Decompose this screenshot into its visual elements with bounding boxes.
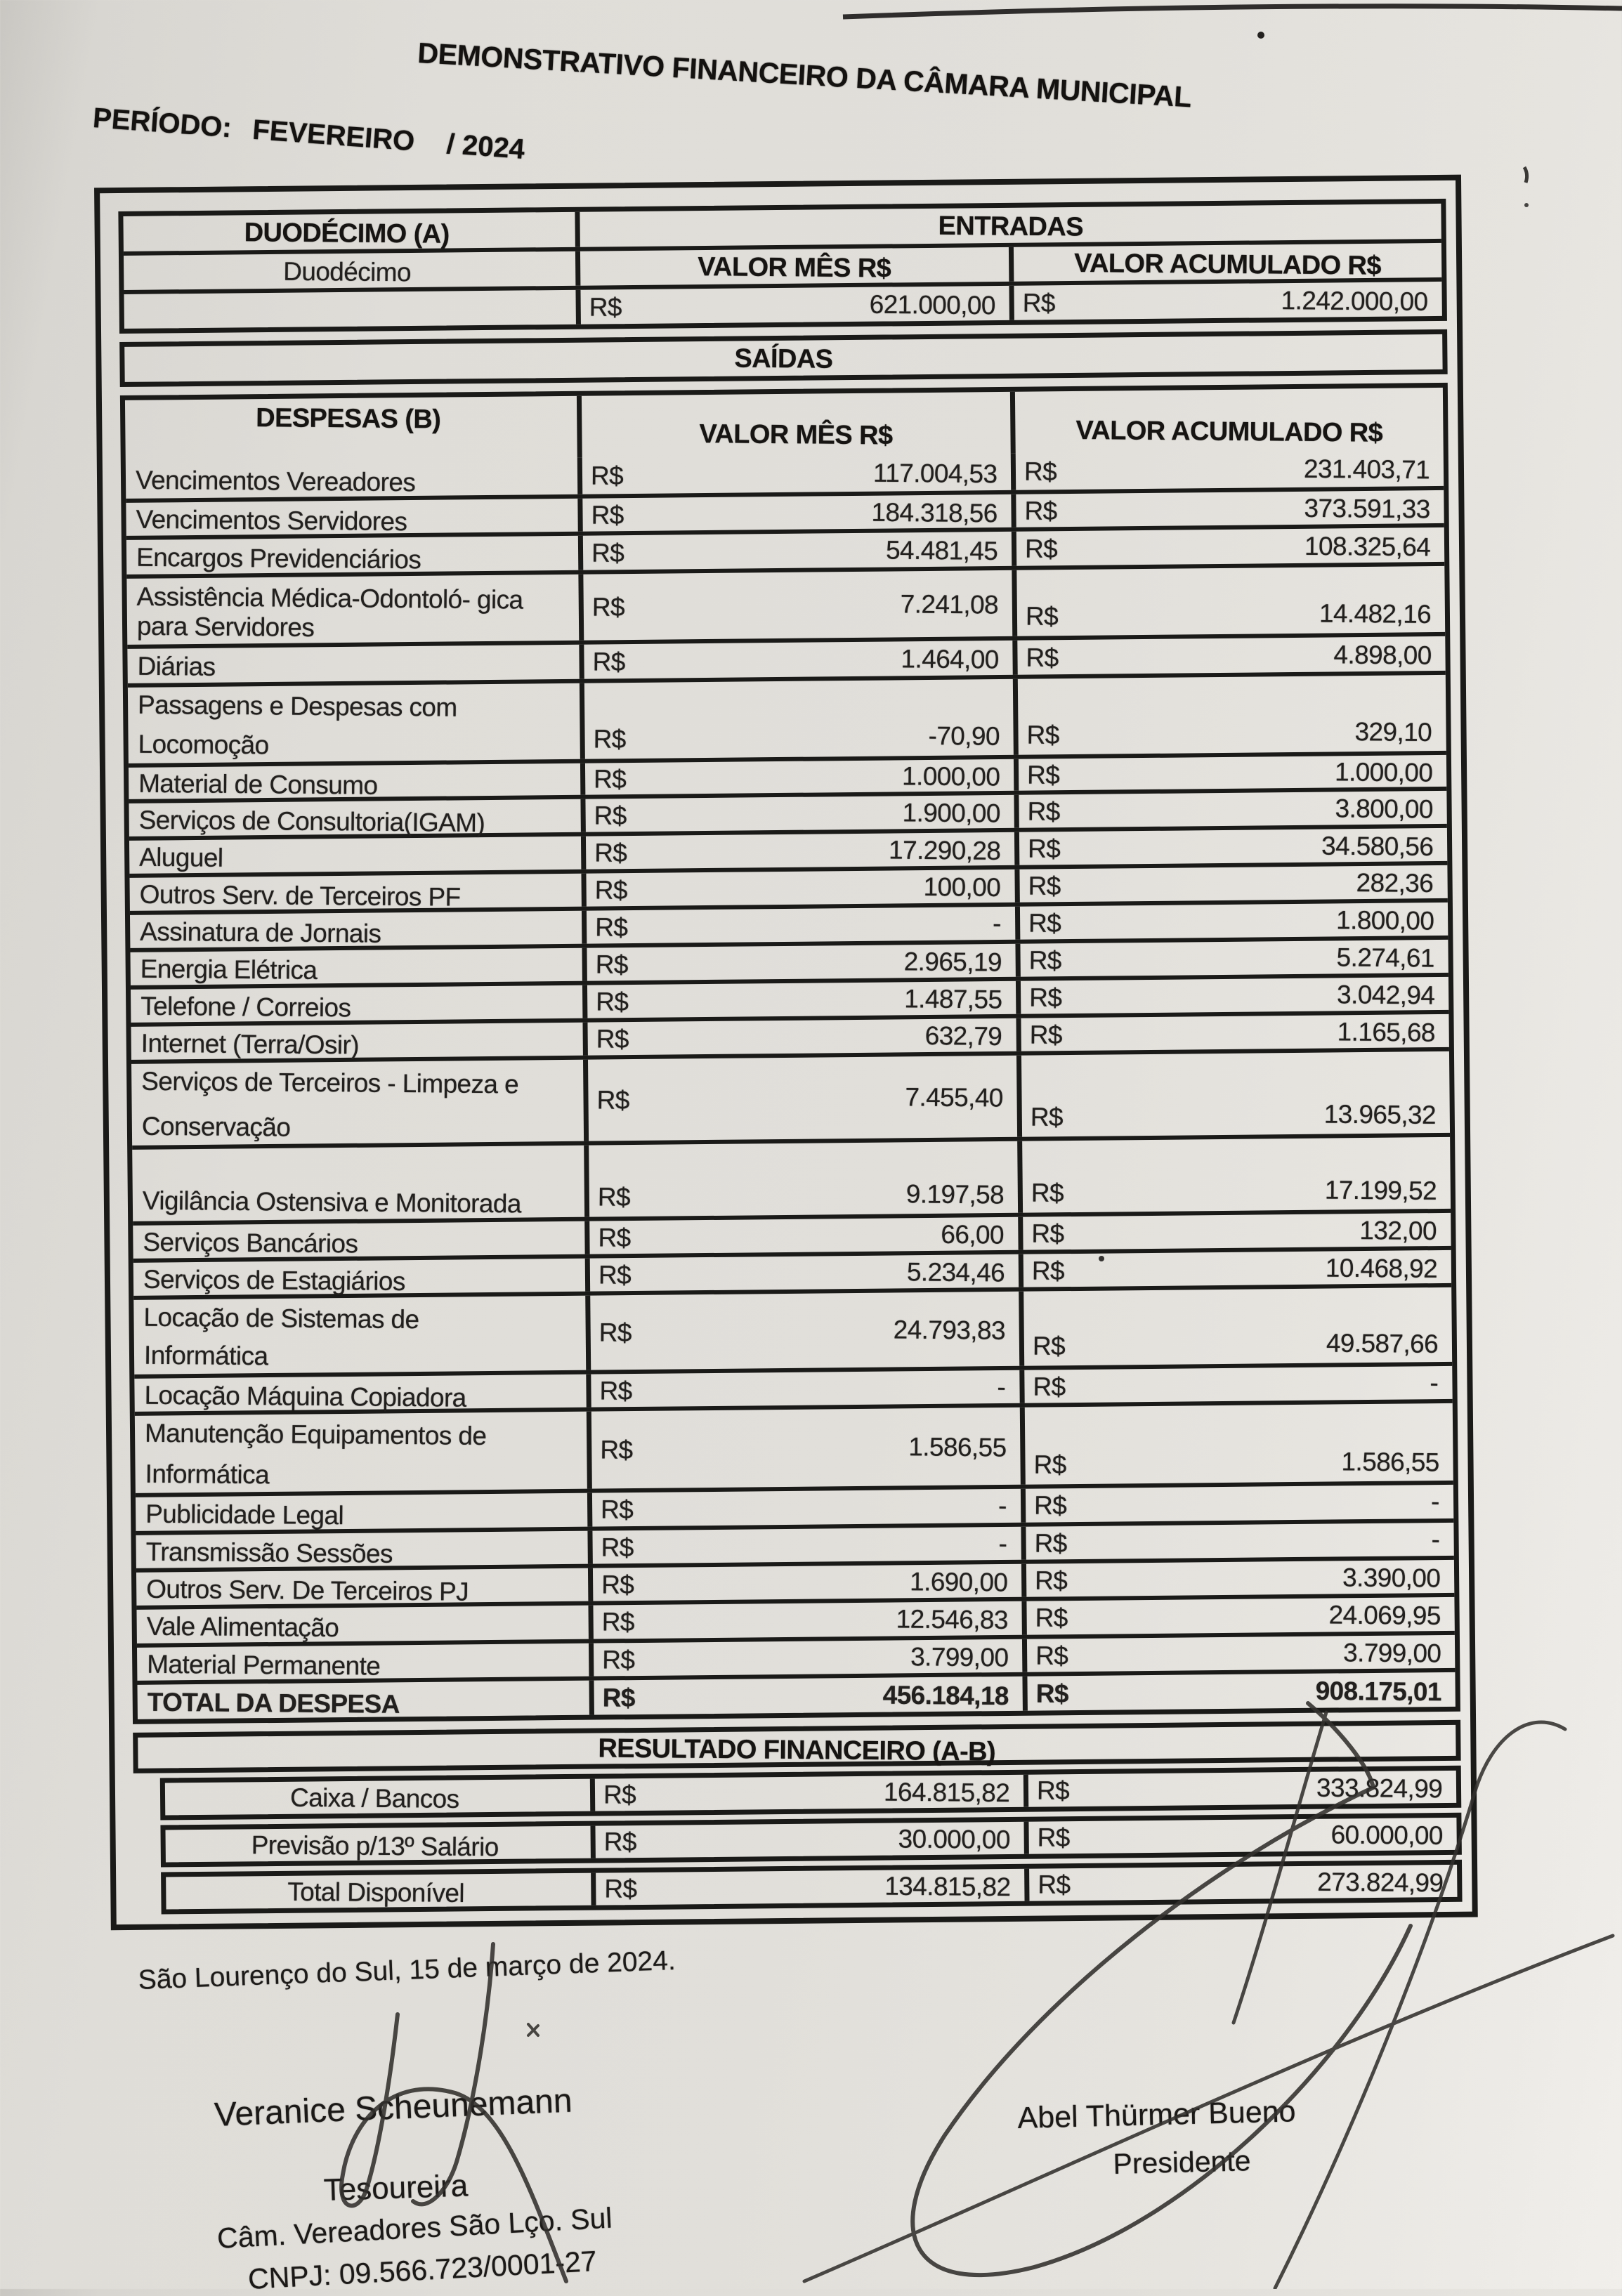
currency-symbol: R$ [596,987,629,1016]
currency-symbol: R$ [1027,834,1061,863]
expense-label: Serviços Bancários [143,1227,358,1258]
currency-symbol: R$ [1026,720,1059,750]
expense-label-cell [136,1606,593,1644]
result-label-cell [166,1873,596,1910]
table-row [160,1766,1461,1821]
column-header-accum: VALOR ACUMULADO R$ [1075,415,1383,448]
amount: 373.591,33 [1304,493,1430,523]
amount: 9.197,58 [905,1179,1005,1209]
currency-symbol: R$ [593,764,627,794]
currency-symbol: R$ [1032,1331,1066,1360]
column-header-month: VALOR MÊS R$ [582,392,1016,458]
amount: - [993,908,1002,938]
accum-value-cell [1021,1014,1448,1051]
accum-value-cell [1019,828,1447,865]
accum-value-cell [1016,490,1444,527]
currency-symbol: R$ [1026,643,1059,672]
expense-label: Assinatura de Jornais [140,917,381,948]
accum-value-cell [1019,865,1447,903]
amount: 231.403,71 [1303,454,1430,485]
scan-edge-line [843,6,1622,17]
accum-value-cell [1020,903,1448,940]
amount: 66,00 [941,1219,1005,1249]
resultado-banner [133,1720,1460,1773]
month-value-cell [592,1489,1026,1527]
currency-symbol: R$ [1038,1870,1071,1899]
result-label-cell [165,1826,595,1863]
amount: 282,36 [1356,867,1434,898]
entradas-row-label: Duodécimo [282,256,411,287]
expense-label: Vale Alimentação [146,1611,339,1643]
currency-symbol: R$ [601,1570,634,1599]
expense-label: Locação Máquina Copiadora [144,1380,466,1412]
currency-symbol: R$ [1024,496,1057,525]
amount: - [998,1528,1007,1558]
expense-label-cell [129,874,586,911]
expense-label: Internet (Terra/Osir) [140,1028,360,1059]
amount: 1.165,68 [1337,1016,1435,1047]
result-label: Previsão p/13º Salário [251,1830,499,1862]
expense-label: Diárias [137,651,216,681]
expense-label-cell [134,1375,591,1412]
expense-label: Serviços de Consultoria(IGAM) [138,805,485,837]
amount: 632,79 [924,1021,1002,1051]
month-value-cell [586,870,1019,907]
accum-value-cell [1016,527,1444,566]
accum-value-cell [1016,566,1445,636]
month-value-cell [584,641,1017,679]
month-value-cell [593,1564,1026,1601]
result-label-cell [165,1779,595,1816]
currency-symbol: R$ [597,1182,631,1212]
table-row [160,1813,1461,1868]
expense-label: Energia Elétrica [140,954,318,985]
amount: 60.000,00 [1330,1820,1443,1850]
currency-symbol: R$ [602,1644,635,1674]
currency-symbol: R$ [599,1376,632,1405]
month-value-cell [587,981,1021,1018]
currency-symbol: R$ [1035,1679,1068,1708]
currency-symbol: R$ [601,1607,634,1636]
amount: 12.546,83 [896,1604,1008,1634]
currency-symbol: R$ [601,1533,634,1562]
column-header-accum: VALOR ACUMULADO R$ [1074,248,1382,281]
currency-symbol: R$ [589,292,622,322]
despesas-group-cell [125,396,582,462]
expense-label-cell [126,499,582,536]
currency-symbol: R$ [1025,601,1059,631]
currency-symbol: R$ [603,1780,636,1809]
amount: 13.965,32 [1323,1099,1436,1129]
accum-value-cell [1028,1771,1456,1807]
month-value-cell [582,494,1016,532]
month-value-cell [592,1527,1026,1564]
currency-symbol: R$ [600,1495,634,1524]
amount: - [1431,1487,1440,1516]
amount: 456.184,18 [882,1680,1009,1710]
currency-symbol: R$ [1035,1603,1068,1632]
amount: 1.242.000,00 [1281,285,1428,316]
expense-label-cell [138,1681,594,1719]
month-value-cell [591,1370,1024,1408]
expense-label: Vencimentos Servidores [136,504,407,536]
currency-symbol: R$ [598,1223,631,1252]
expense-label-cell [127,645,584,683]
amount: 24.069,95 [1328,1600,1441,1630]
expense-label-cell [136,1493,592,1531]
expense-label-cell [136,1568,593,1606]
amount: - [998,1491,1007,1521]
accum-value-cell [1027,1635,1455,1672]
currency-symbol: R$ [1029,1020,1062,1049]
ink-speck [1524,203,1529,207]
currency-symbol: R$ [1024,534,1058,563]
amount: 10.468,92 [1325,1253,1438,1283]
month-value-cell [583,532,1016,570]
entradas-row-label-cell [124,251,580,290]
accum-value-cell [1027,1672,1455,1711]
amount: 1.800,00 [1335,905,1434,936]
amount: 3.042,94 [1336,979,1435,1010]
currency-symbol: R$ [600,1435,633,1464]
amount: 3.390,00 [1342,1562,1441,1593]
table-row [161,1860,1462,1915]
amount: 1.000,00 [1334,756,1433,787]
month-value-cell [588,1056,1022,1141]
expense-label: Informática [143,1340,268,1371]
currency-symbol: R$ [591,538,624,568]
expense-label-cell [126,575,584,645]
currency-symbol: R$ [590,461,624,490]
expense-label: Aluguel [139,842,223,872]
currency-symbol: R$ [594,838,627,867]
expense-label-cell [133,1221,589,1259]
accum-value-cell [1018,675,1446,755]
amount: 4.898,00 [1333,639,1432,670]
currency-symbol: R$ [596,1085,629,1115]
accum-value-cell [1026,1485,1453,1523]
amount: - [997,1372,1006,1401]
month-value-cell [589,1141,1023,1217]
accum-value-cell [1029,1865,1457,1901]
amount: 54.481,45 [885,535,998,565]
accum-value-cell [1028,1818,1456,1854]
expense-label: Outros Serv. De Terceiros PJ [146,1574,469,1606]
amount: 1.586,55 [1341,1447,1439,1477]
saidas-banner [119,329,1448,387]
currency-symbol: R$ [591,500,624,530]
month-value-cell [582,454,1016,494]
expense-label-cell [132,1146,589,1221]
amount: 1.487,55 [903,983,1002,1014]
expense-label: Vigilância Ostensiva e Monitorada [142,1186,522,1219]
period-line [92,103,526,166]
resultado-section-title: RESULTADO FINANCEIRO (A-B) [598,1733,996,1766]
expense-label: Material Permanente [147,1649,381,1681]
amount: 24.793,83 [893,1315,1005,1345]
currency-symbol: R$ [1023,457,1057,487]
expense-label-cell [133,1259,590,1296]
expense-label: Locomoção [138,729,269,760]
amount: 34.580,56 [1321,831,1434,861]
expense-label-cell [136,1531,592,1568]
expense-label: Publicidade Legal [145,1499,344,1530]
document-title: DEMONSTRATIVO FINANCEIRO DA CÂMARA MUNICIPAL [417,37,1193,114]
expense-label: Passagens e Despesas com [137,690,457,722]
table-row [135,1399,1453,1493]
accum-value-cell [1016,450,1444,490]
accum-value-cell [1023,1287,1452,1366]
amount: 30.000,00 [898,1824,1010,1854]
amount: 1.900,00 [902,797,1000,828]
table-row [131,1047,1450,1146]
amount: 7.241,08 [900,589,998,619]
currency-symbol: R$ [1033,1490,1067,1520]
amount: -70,90 [928,721,1000,751]
month-value-cell [585,759,1019,795]
currency-symbol: R$ [602,1682,636,1712]
amount: 5.234,46 [906,1257,1005,1287]
month-value-cell [585,795,1019,832]
amount: 184.318,56 [871,497,998,527]
amount: 1.690,00 [909,1566,1008,1597]
month-value-cell [596,1869,1029,1905]
month-value-cell [587,907,1020,944]
currency-symbol: R$ [1028,945,1061,975]
treasurer-org: Câm. Vereadores São Lço. Sul [216,2201,613,2255]
expense-label: TOTAL DA DESPESA [147,1687,400,1719]
month-value-cell [587,944,1020,981]
expense-label-cell [131,1023,588,1060]
currency-symbol: R$ [591,592,625,622]
accum-value-cell [1026,1597,1454,1635]
currency-symbol: R$ [603,1827,636,1856]
expense-label-cell [131,1060,589,1146]
accum-value-cell [1023,1250,1451,1287]
currency-symbol: R$ [595,912,628,942]
expense-label-cell [126,458,582,499]
amount: - [1431,1524,1440,1554]
amount: 621.000,00 [869,289,995,320]
table-row [126,562,1445,645]
amount: 164.815,82 [883,1777,1010,1808]
month-value-cell [595,1822,1028,1858]
currency-symbol: R$ [1027,796,1060,826]
expense-label: Manutenção Equipamentos de [144,1418,487,1450]
ink-speck [1257,32,1264,39]
month-value-cell [589,1217,1023,1254]
period-year: / 2024 [445,128,526,166]
amount: 1.586,55 [908,1432,1007,1462]
saidas-section-title: SAÍDAS [734,343,833,374]
expense-label-cell [128,683,585,763]
amount: 132,00 [1359,1215,1437,1245]
expense-label-cell [129,837,586,874]
amount: 49.587,66 [1326,1328,1439,1358]
month-value-cell [590,1254,1023,1292]
accum-value-cell [1024,1366,1452,1403]
accum-value-cell [1022,1137,1451,1213]
currency-symbol: R$ [594,875,627,905]
expense-label: Serviços de Terceiros - Limpeza e [141,1066,519,1099]
currency-symbol: R$ [1030,1102,1064,1132]
entradas-group-cell [123,212,580,251]
currency-symbol: R$ [1031,1219,1064,1248]
expense-label-cell [129,763,585,799]
amount: 3.799,00 [910,1641,1009,1672]
currency-symbol: R$ [1026,760,1060,789]
month-value-cell [580,286,1014,324]
amount: 17.199,52 [1324,1175,1437,1205]
month-value-cell [584,679,1019,759]
expense-label-cell [130,948,587,985]
expense-label-cell [126,536,583,575]
currency-symbol: R$ [1031,1178,1064,1208]
amount: 329,10 [1354,717,1432,747]
amount: 17.290,28 [888,835,1001,865]
expense-label: Serviços de Estagiários [143,1264,405,1296]
expense-label: Assistência Médica-Odontoló- gica [136,582,523,615]
expense-label-cell [137,1644,594,1681]
currency-symbol: R$ [1022,288,1055,317]
currency-symbol: R$ [1034,1528,1067,1558]
result-label: Caixa / Bancos [290,1783,459,1813]
expense-label: Transmissão Sessões [145,1537,393,1568]
accum-value-cell [1017,636,1445,675]
amount: 117.004,53 [872,458,998,489]
month-value-cell [594,1639,1027,1677]
amount: 333.824,99 [1316,1773,1443,1804]
amount: 14.482,16 [1319,598,1432,629]
currency-symbol: R$ [592,647,625,676]
currency-symbol: R$ [598,1260,632,1290]
expense-label: Material de Consumo [138,768,378,800]
expense-label-cell [133,1296,591,1375]
entradas-section [118,199,1447,334]
month-value-cell [586,832,1019,870]
accum-value-cell [1019,755,1446,791]
accum-value-cell [1021,1051,1450,1137]
month-value-cell [591,1408,1026,1489]
treasurer-cnpj: CNPJ: 09.566.723/0001-27 [247,2244,598,2295]
expense-label: Conservação [141,1111,291,1142]
currency-symbol: R$ [596,1024,629,1054]
amount: 108.325,64 [1304,531,1431,561]
month-value-cell [583,570,1017,641]
expense-label-cell [135,1412,592,1493]
dateline: São Lourenço do Sul, 15 de março de 2024. [138,1945,676,1995]
amount: 273.824,99 [1316,1867,1444,1898]
result-label: Total Disponível [287,1877,464,1908]
expense-label: Locação de Sistemas de [143,1302,419,1334]
treasurer-name: Veranice Scheunemann [214,2082,573,2134]
table-row [133,1283,1452,1375]
month-value-cell [590,1292,1024,1370]
currency-symbol: R$ [1033,1372,1066,1401]
period-month: FEVEREIRO [251,114,416,157]
currency-symbol: R$ [595,950,628,979]
currency-symbol: R$ [599,1318,632,1347]
currency-symbol: R$ [604,1874,637,1903]
expense-label: Telefone / Correios [140,991,351,1022]
accum-value-cell [1021,977,1448,1014]
treasurer-role: Tesoureira [323,2168,469,2208]
currency-symbol: R$ [1028,871,1061,900]
expense-label: Informática [145,1459,270,1490]
month-value-cell [595,1775,1028,1811]
accum-value-cell [1026,1523,1453,1560]
ink-speck [1524,167,1527,183]
accum-value-cell [1014,282,1441,320]
expense-label-cell [130,911,587,948]
empty-cell [124,290,581,329]
amount: 1.000,00 [901,761,1000,792]
president-role: Presidente [1113,2144,1252,2180]
month-value-cell [594,1677,1027,1715]
currency-symbol: R$ [1028,983,1062,1012]
amount: 7.455,40 [905,1082,1003,1113]
currency-symbol: R$ [593,724,626,754]
table-row [128,671,1446,763]
table-row [132,1133,1451,1221]
expense-label: Vencimentos Vereadores [135,465,416,497]
financial-table [94,175,1478,1931]
column-header-month: VALOR MÊS R$ [580,247,1014,286]
amount: 908.175,01 [1315,1676,1441,1706]
period-label: PERÍODO: [91,103,233,144]
expense-label-cell [131,985,587,1023]
currency-symbol: R$ [1037,1823,1070,1852]
accum-value-cell [1026,1560,1454,1597]
expense-label: Encargos Previdenciários [136,542,421,574]
expense-label-cell [129,799,585,837]
amount: 5.274,61 [1336,942,1434,973]
accum-value-cell [1025,1403,1453,1485]
amount: 1.464,00 [901,643,999,674]
month-value-cell [593,1601,1026,1639]
president-name: Abel Thürmer Bueno [1017,2094,1297,2135]
amount: 100,00 [923,872,1001,902]
amount: - [1430,1367,1439,1397]
currency-symbol: R$ [1028,908,1061,938]
entradas-group-label: DUODÉCIMO (A) [244,217,450,249]
currency-symbol: R$ [1031,1256,1065,1285]
amount: 3.799,00 [1342,1637,1441,1668]
expense-label: para Servidores [136,611,315,642]
accum-value-cell [1023,1213,1451,1250]
month-value-cell [587,1018,1021,1056]
currency-symbol: R$ [594,801,627,830]
amount: 134.815,82 [884,1871,1011,1902]
currency-symbol: R$ [1035,1641,1068,1670]
expense-label: Outros Serv. de Terceiros PF [139,879,461,912]
currency-symbol: R$ [1036,1776,1070,1805]
despesas-group-label: DESPESAS (B) [255,403,441,435]
amount: 2.965,19 [903,946,1002,977]
currency-symbol: R$ [1034,1566,1068,1595]
despesas-section [120,383,1460,1724]
entradas-section-title: ENTRADAS [938,211,1083,242]
accum-value-cell [1019,791,1446,828]
accum-value-cell [1020,940,1448,977]
amount: 3.800,00 [1335,793,1433,824]
currency-symbol: R$ [1033,1450,1066,1479]
